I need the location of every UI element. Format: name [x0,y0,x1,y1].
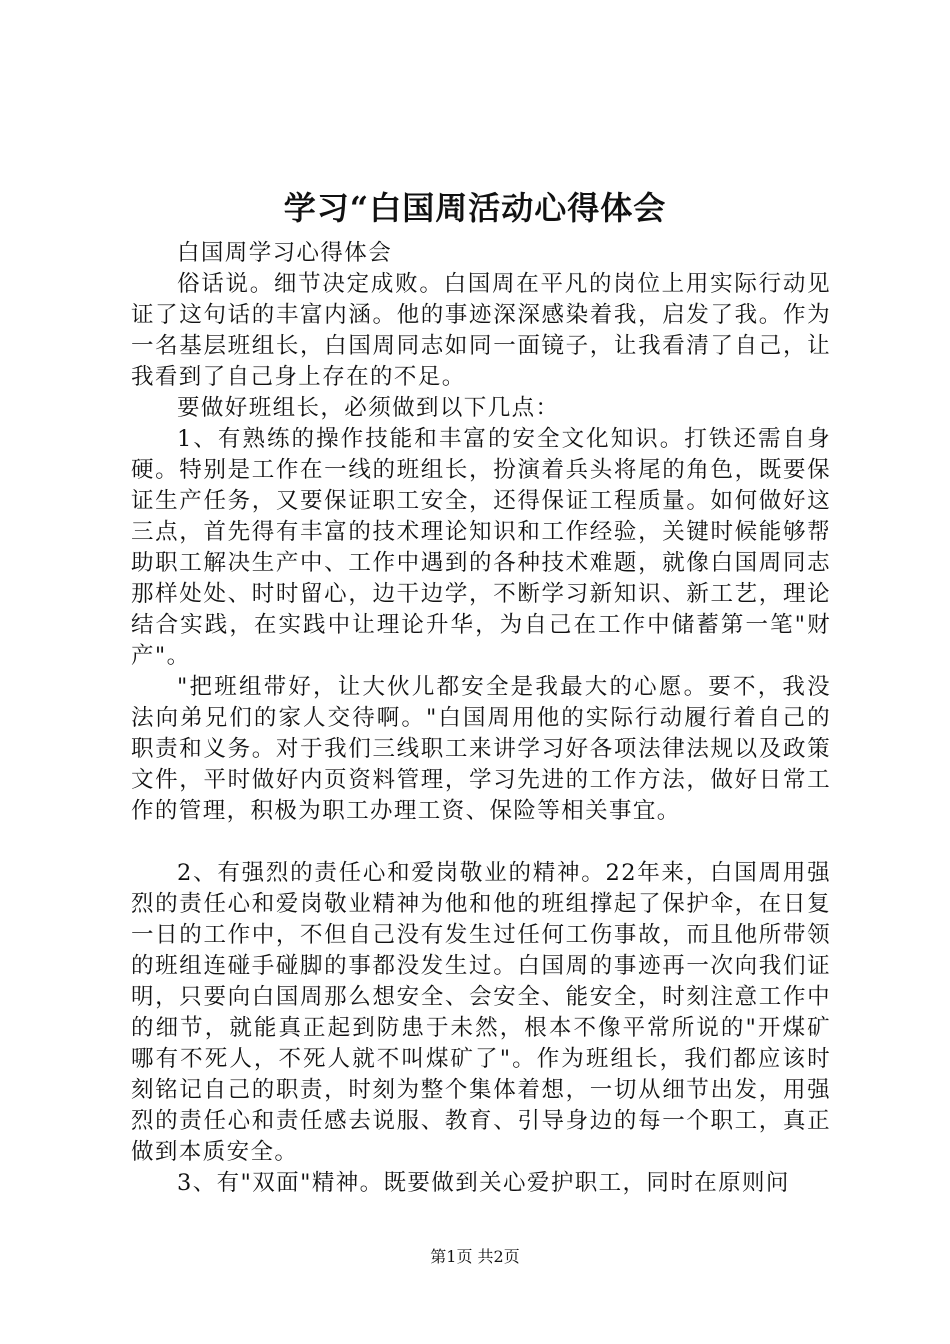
paragraph-points-lead: 要做好班组长，必须做到以下几点： [177,395,560,421]
blank-line [131,827,831,858]
document-title: 学习“白国周活动心得体会 [283,189,667,227]
paragraph-point-3: 3、有"双面"精神。既要做到关心爱护职工，同时在原则问 [177,1170,790,1196]
document-body [131,238,831,1199]
paragraph-point-2: 2、有强烈的责任心和爱岗敬业的精神。22年来，白国周用强烈的责任心和爱岗敬业精神为他和他的班组撑起了保护伞，在日复一日的工作中，不但自己没有发生过任何工伤事故，而且他所带领的班组连碰手碰脚的事都没发生过。白国周的事迹再一次向我们证明，只要向白国周那么想安全、会安全、能安全，时刻注意工作中的细节，就能真正起到防患于未然，根本不像平常所说的"开煤矿哪有不死人，不死人就不叫煤矿了"。作为班组长，我们都应该时刻铭记自己的职责，时刻为整个集体着想，一切从细节出发，用强烈的责任心和责任感去说服、教育、引导身边的每一个职工，真正做到本质安全。 [131,860,831,1165]
paragraph-quote: "把班组带好，让大伙儿都安全是我最大的心愿。要不，我没法向弟兄们的家人交待啊。"白国周用他的实际行动履行着自己的职责和义务。对于我们三线职工来讲学习好各项法律法规以及政策文件，平时做好内页资料管理，学习先进的工作方法，做好日常工作的管理，积极为职工办理工资、保险等相关事宜。 [131,674,831,824]
paragraph-subtitle: 白国周学习心得体会 [177,240,393,266]
page-footer: 第1页 共2页 [430,1247,520,1266]
paragraph-point-1: 1、有熟练的操作技能和丰富的安全文化知识。打铁还需自身硬。特别是工作在一线的班组长，扮演着兵头将尾的角色，既要保证生产任务，又要保证职工安全，还得保证工程质量。如何做好这三点，首先得有丰富的技术理论知识和工作经验，关键时候能够帮助职工解决生产中、工作中遇到的各种技术难题，就像白国周同志那样处处、时时留心，边干边学，不断学习新知识、新工艺，理论结合实践，在实践中让理论升华，为自己在工作中储蓄第一笔"财产"。 [131,426,831,669]
paragraph-intro: 俗话说。细节决定成败。白国周在平凡的岗位上用实际行动见证了这句话的丰富内涵。他的事迹深深感染着我，启发了我。作为一名基层班组长，白国周同志如同一面镜子，让我看清了自己，让我看到了自己身上存在的不足。 [131,271,831,390]
